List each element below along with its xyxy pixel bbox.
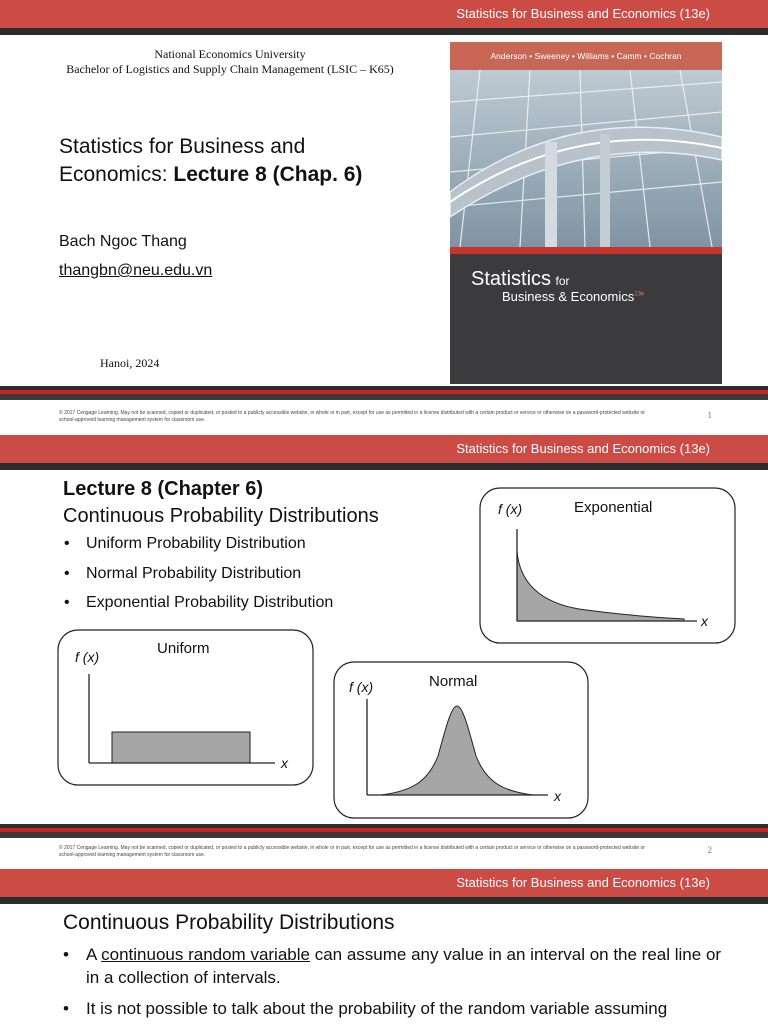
slide-3-header-stripe [0,897,768,904]
bullet-normal: • Normal Probability Distribution [64,565,302,582]
uniform-panel [57,629,314,786]
cover-subtitle [502,289,644,304]
bullet-1-text-start: A [86,945,102,964]
uniform-fx-label: f (x) [75,649,100,665]
cover-title-sub: Business & Economics [502,289,635,304]
normal-fx-label: f (x) [349,679,374,695]
cover-title-big: Statistics [471,268,552,290]
exponential-x-label: x [701,613,708,629]
title-lecture: Lecture 8 (Chap. 6) [173,163,363,186]
author-email-link[interactable]: thangbn@neu.edu.vn [59,262,213,279]
bullet-2-text: It is not possible to talk about the probability of the random variable assuming [86,999,668,1018]
slide-3-heading: Continuous Probability Distributions [63,911,395,934]
bullet-marker: • [63,999,69,1018]
bullet-1-text-end: can assume any value in an interval on the real line or in a collection of intervals. [86,945,722,987]
bullet-uniform: • Uniform Probability Distribution [64,535,306,552]
bullet-marker: • [63,945,69,964]
slide-2-header-stripe [0,463,768,470]
slide-2-header-title: Statistics for Business and Economics (13e) [456,441,710,456]
slide-2-subheading: Continuous Probability Distributions [63,505,379,527]
slide-1-header-title: Statistics for Business and Economics (13e) [456,6,710,21]
book-cover [450,42,722,384]
slide-1-header-bar [0,0,768,28]
slide-2-header-bar [0,435,768,463]
program-name: Bachelor of Logistics and Supply Chain Management (LSIC – K65) [66,62,394,76]
slide-3-header-bar [0,869,768,897]
cover-title-for: for [555,274,570,288]
title-line-2-plain: Economics: [59,163,174,186]
exponential-title: Exponential [574,499,653,516]
uniform-rectangle [112,732,250,763]
title-line-1: Statistics for Business and [59,135,306,158]
university-name: National Economics University [154,47,306,61]
cover-authors: Anderson • Sweeney • Williams • Camm • Cochran [490,51,682,61]
slide-1-page-number: 1 [707,410,712,420]
slide-2-page-number: 2 [707,845,712,855]
slide-1-header-stripe [0,28,768,35]
slide-2-heading: Lecture 8 (Chapter 6) [63,478,264,500]
slide-2-copyright: © 2017 Cengage Learning. May not be scanned, copied or duplicated, or posted to a publicly accessible website, in whole or in part, except for use as permitted in a license distributed with a certain product or service or otherwise on a password-protected website or school-approved learning management system for classroom use. [59,845,645,858]
uniform-title: Uniform [157,640,210,657]
uniform-x-label: x [281,755,288,771]
slide-1-footer-stripe-bottom [0,394,768,400]
bullet-exponential: • Exponential Probability Distribution [64,594,334,611]
cover-edition: 13e [634,291,645,298]
bullet-normal-text: Normal Probability Distribution [86,565,302,582]
slide-1-title [59,133,362,189]
normal-title: Normal [429,673,478,690]
exponential-panel [479,487,736,644]
author-name: Bach Ngoc Thang [59,233,187,250]
normal-panel [333,661,589,819]
cover-title [471,268,570,291]
slide-3-bullet-1 [63,943,726,989]
bullet-exponential-text: Exponential Probability Distribution [86,594,334,611]
exponential-fx-label: f (x) [498,501,523,517]
place-date: Hanoi, 2024 [100,356,160,370]
slide-3-header-title: Statistics for Business and Economics (13e) [456,875,710,890]
slide-3-bullet-2 [63,997,726,1020]
book-cover-image [450,42,722,384]
slide-1-copyright: © 2017 Cengage Learning. May not be scanned, copied or duplicated, or posted to a publicly accessible website, in whole or in part, except for use as permitted in a license distributed with a certain product or service or otherwise on a password-protected website or school-approved learning management system for classroom use. [59,410,645,423]
continuous-random-variable-term: continuous random variable [101,945,310,964]
normal-x-label: x [554,788,561,804]
slide-2-footer-stripe-bottom [0,832,768,838]
bullet-uniform-text: Uniform Probability Distribution [86,535,306,552]
